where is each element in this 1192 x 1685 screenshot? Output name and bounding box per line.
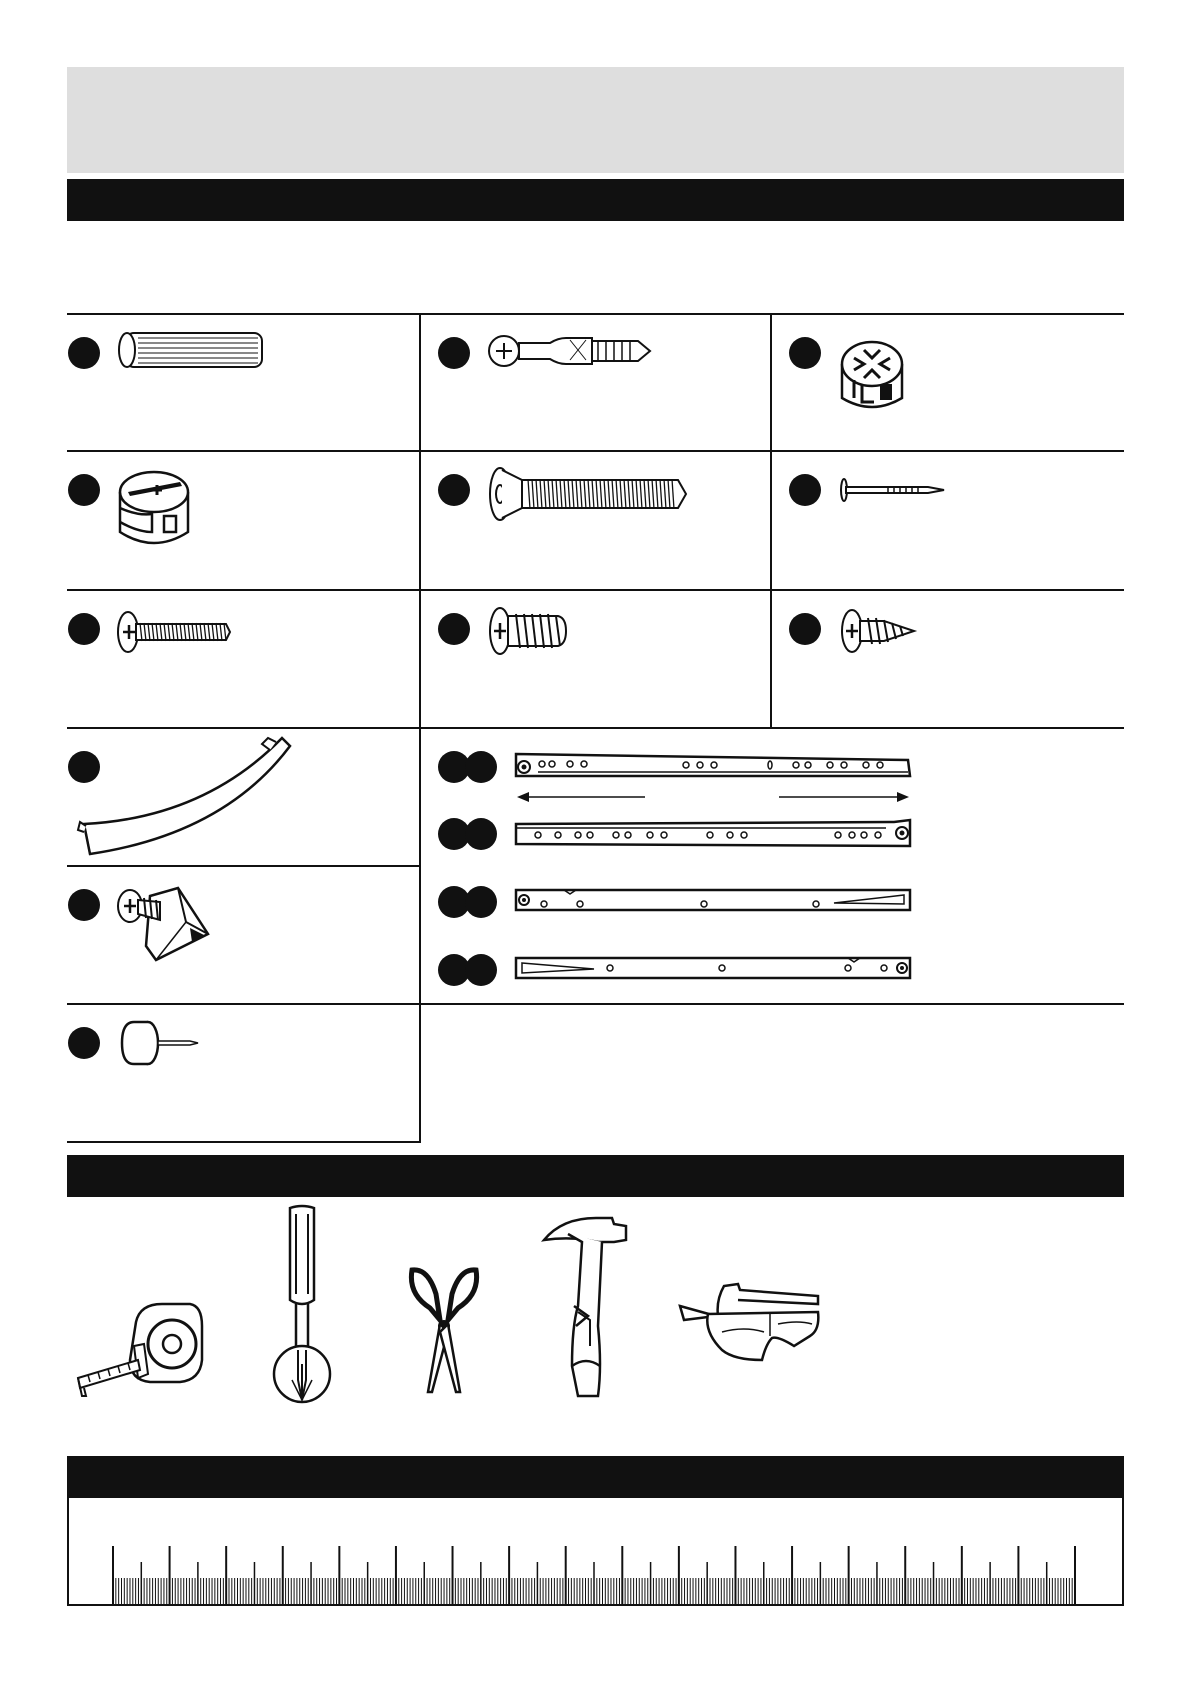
part-marker xyxy=(465,751,497,783)
ruler-scale xyxy=(112,1546,1078,1606)
slide-direction-arrows xyxy=(517,790,909,804)
part-marker xyxy=(465,954,497,986)
runner-icon xyxy=(514,887,914,913)
euro-screw-icon xyxy=(488,606,568,656)
cam-lock-icon xyxy=(840,340,904,412)
tools-section-bar xyxy=(67,1155,1124,1197)
cam-bolt-icon xyxy=(488,330,652,372)
nail-icon xyxy=(840,478,946,502)
scissors-icon xyxy=(406,1264,482,1394)
part-marker xyxy=(438,337,470,369)
runner-icon xyxy=(514,955,914,981)
connector-bolt-icon xyxy=(488,466,688,522)
part-marker xyxy=(68,889,100,921)
fittings-section-bar xyxy=(67,179,1124,221)
dowel-icon xyxy=(118,332,264,368)
runner-icon xyxy=(514,752,914,780)
part-marker xyxy=(789,337,821,369)
safety-glasses-icon xyxy=(678,1280,822,1364)
part-marker xyxy=(789,613,821,645)
corner-block-icon xyxy=(116,884,212,964)
part-marker xyxy=(789,474,821,506)
part-marker xyxy=(438,474,470,506)
ruler-section-bar xyxy=(67,1456,1124,1498)
cam-lock-icon xyxy=(118,470,190,550)
handle-icon xyxy=(74,730,296,856)
part-marker xyxy=(68,1027,100,1059)
screwdriver-icon xyxy=(270,1204,334,1404)
runner-icon xyxy=(514,818,914,848)
part-marker xyxy=(438,613,470,645)
header-band xyxy=(67,67,1124,173)
part-marker xyxy=(465,886,497,918)
hammer-icon xyxy=(542,1216,628,1400)
part-marker xyxy=(68,337,100,369)
part-marker xyxy=(68,613,100,645)
machine-screw-icon xyxy=(116,610,232,654)
tape-measure-icon xyxy=(78,1300,204,1398)
part-marker xyxy=(465,818,497,850)
glide-icon xyxy=(120,1020,200,1066)
wood-screw-icon xyxy=(840,608,916,654)
part-marker xyxy=(68,474,100,506)
